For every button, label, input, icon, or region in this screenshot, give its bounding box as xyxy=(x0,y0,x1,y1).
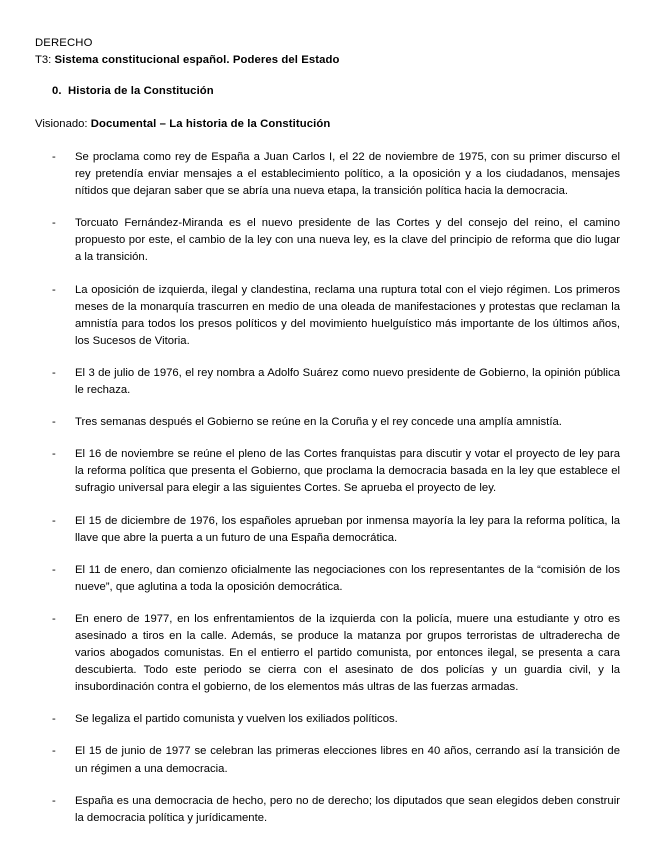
bullet-dash-icon: - xyxy=(52,151,56,163)
bullet-oposicion-izquierda: La oposición de izquierda, ilegal y clandestina, reclama una ruptura total con el viejo régimen. Los primeros meses de la monarquía trascurren en medio de una oleada de manifestaciones y protestas que reclaman la amnistía para todos los presos políticos y del movimiento huelguístico más importante de los últimos años, los Sucesos de Vitoria. xyxy=(75,283,620,347)
topic-title: Sistema constitucional español. Poderes del Estado xyxy=(54,53,340,66)
bullet-cortes-franquistas: El 16 de noviembre se reúne el pleno de las Cortes franquistas para discutir y votar el proyecto de ley para la reforma política que presenta el Gobierno, que proclama la democracia basada en la ley que establece el sufragio universal para elegir a las siguientes Cortes. Se aprueba el proyecto de ley. xyxy=(75,448,620,495)
list-item xyxy=(35,215,620,266)
bullet-democracia-hecho: España es una democracia de hecho, pero no de derecho; los diputados que sean elegidos deben construir la democracia política y jurídicamente. xyxy=(75,794,620,824)
bullet-proclamacion-rey: Se proclama como rey de España a Juan Carlos I, el 22 de noviembre de 1975, con su primer discurso el rey pretendía enviar mensajes a el establecimiento político, a la oposición y a los ciudadanos, mensajes nítidos que dejaran saber que se abría una nueva etapa, la transición política hacia la democracia. xyxy=(75,151,620,198)
bullet-amnistia-coruna: Tres semanas después el Gobierno se reúne en la Coruña y el rey concede una amplía amnistía. xyxy=(75,416,562,429)
bullet-enero-1977: En enero de 1977, en los enfrentamientos de la izquierda con la policía, muere una estudiante y otro es asesinado a tiros en la calle. Además, se produce la matanza por grupos terroristas de ultraderecha de varios abogados comunistas. En el entierro el partido comunista, por entonces ilegal, se presenta a cara descubierta. Todo este periodo se cierra con el asesinato de dos policías y un guardia civil, y la insubordinación contra el gobierno, de los elementos más ultras de las fuerzas armadas. xyxy=(75,612,620,694)
bullet-dash-icon: - xyxy=(52,563,56,576)
list-item xyxy=(35,743,620,777)
bullet-adolfo-suarez: El 3 de julio de 1976, el rey nombra a Adolfo Suárez como nuevo presidente de Gobierno, la opinión pública le rechaza. xyxy=(75,366,620,397)
bullet-dash-icon: - xyxy=(52,217,56,230)
section-number: 0. xyxy=(52,85,62,97)
list-item xyxy=(35,793,620,827)
topic-number: T3: xyxy=(35,53,52,66)
bullet-comision-nueve: El 11 de enero, dan comienzo oficialmente las negociaciones con los representantes de la “comisión de los nueve”, que aglutina a toda la oposición democrática. xyxy=(75,563,620,593)
list-item xyxy=(35,365,620,399)
topic-line xyxy=(35,52,620,69)
course-name: DERECHO xyxy=(35,37,93,49)
bullet-elecciones-1977: El 15 de junio de 1977 se celebran las primeras elecciones libres en 40 años, cerrando así la transición de un régimen a una democracia. xyxy=(75,745,620,775)
bullet-dash-icon: - xyxy=(52,283,56,296)
bullet-dash-icon: - xyxy=(52,794,56,807)
list-item xyxy=(35,711,620,728)
section-title: Historia de la Constitución xyxy=(68,85,214,97)
bullet-dash-icon: - xyxy=(52,612,56,625)
viewed-line xyxy=(35,116,620,132)
notes-bullet-list xyxy=(35,149,620,827)
section-heading xyxy=(35,83,620,99)
bullet-dash-icon: - xyxy=(52,416,56,429)
bullet-dash-icon: - xyxy=(52,713,56,726)
bullet-dash-icon: - xyxy=(52,366,56,379)
bullet-legalizacion-pce: Se legaliza el partido comunista y vuelven los exiliados políticos. xyxy=(75,713,398,726)
bullet-dash-icon: - xyxy=(52,745,56,758)
viewed-material-title: Documental – La historia de la Constitución xyxy=(90,118,331,130)
bullet-referendum-diciembre: El 15 de diciembre de 1976, los españoles aprueban por inmensa mayoría la ley para la reforma política, la llave que abre la puerta a un futuro de una España democrática. xyxy=(75,514,620,544)
bullet-dash-icon: - xyxy=(52,448,56,461)
list-item xyxy=(35,414,620,431)
list-item xyxy=(35,611,620,696)
bullet-dash-icon: - xyxy=(52,514,56,527)
list-item xyxy=(35,513,620,547)
list-item xyxy=(35,562,620,596)
viewed-label: Visionado: xyxy=(35,118,88,130)
list-item xyxy=(35,446,620,497)
list-item xyxy=(35,149,620,200)
bullet-fernandez-miranda: Torcuato Fernández-Miranda es el nuevo presidente de las Cortes y del consejo del reino, el camino propuesto por este, el cambio de la ley con una nueva ley, es la clave del principio de reforma que dio lugar a la transición. xyxy=(75,217,620,264)
list-item xyxy=(35,282,620,350)
document-header xyxy=(35,36,620,68)
